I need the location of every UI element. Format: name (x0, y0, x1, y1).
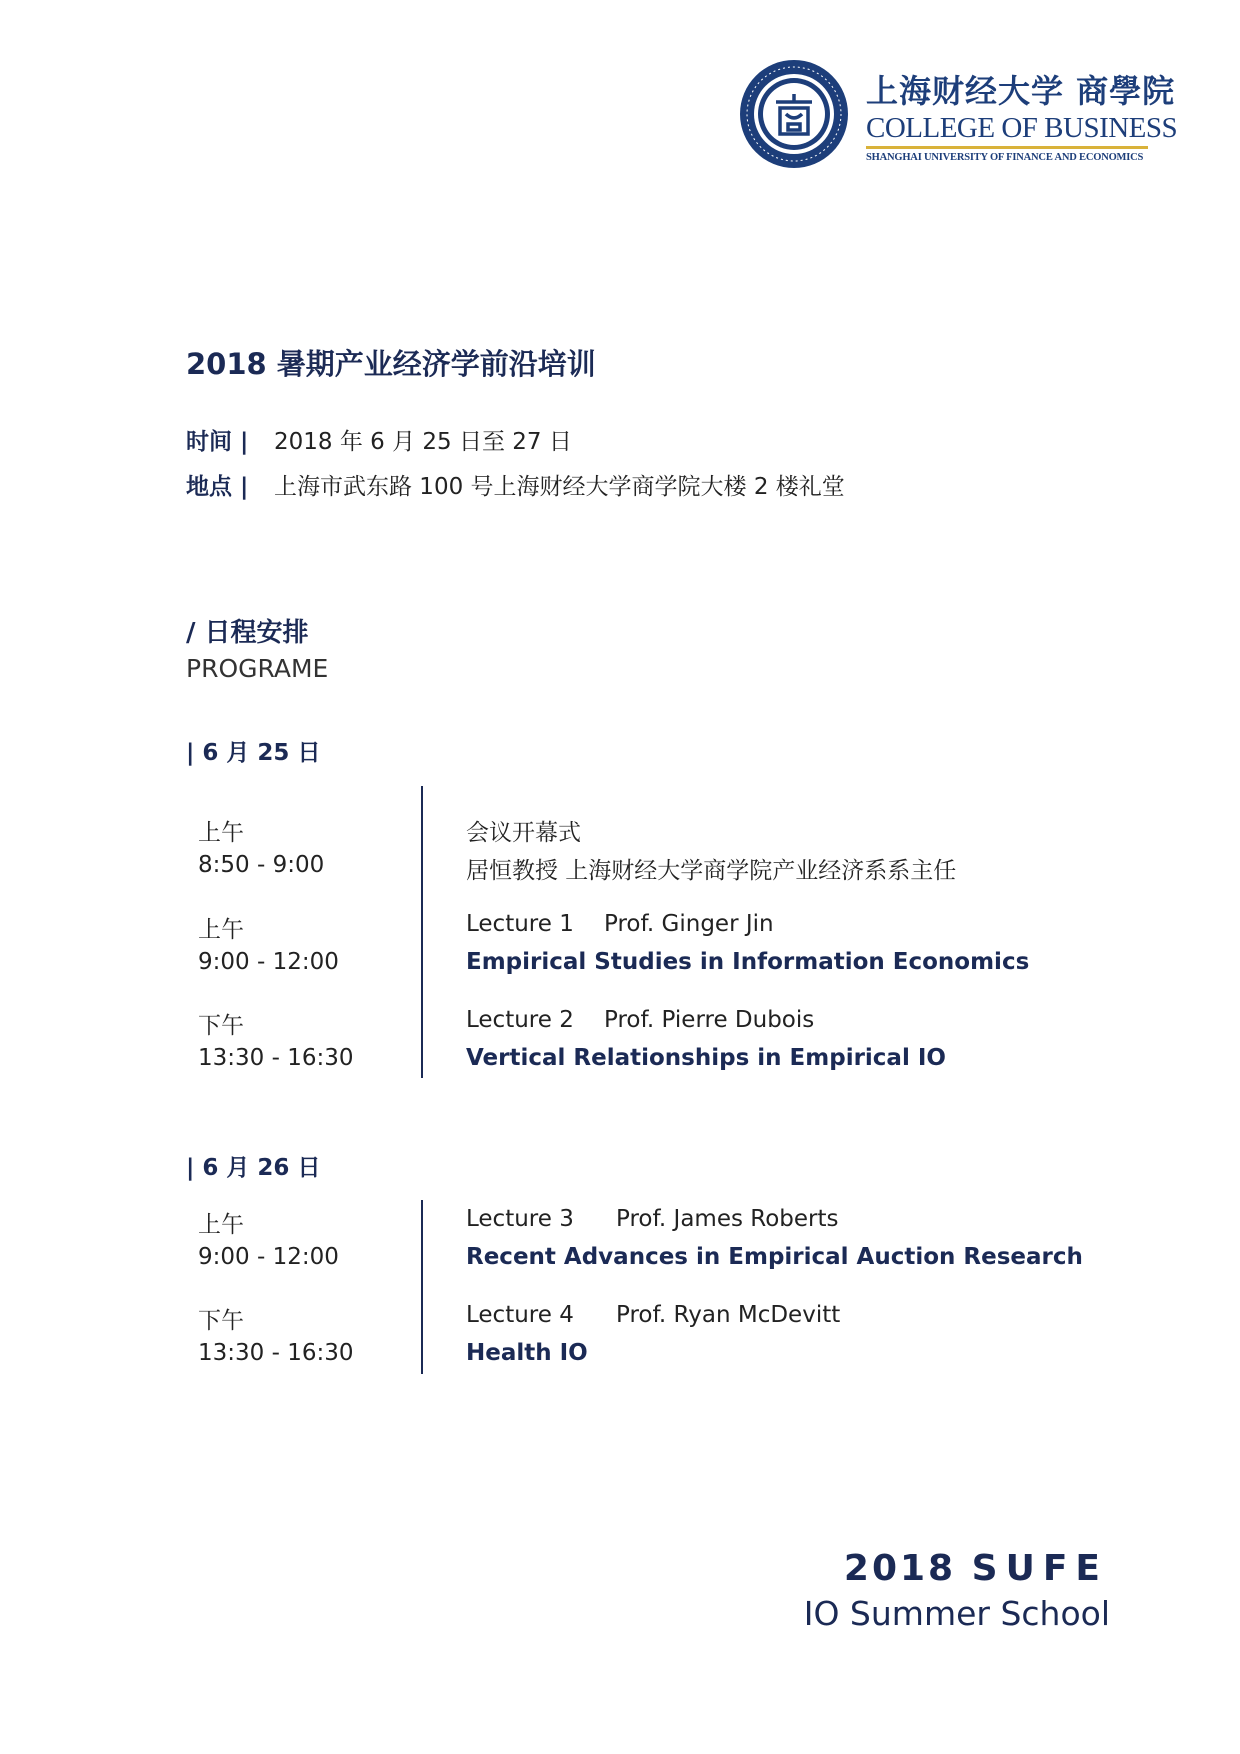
schedule-slot (198, 1302, 1158, 1392)
slot-period: 下午 (198, 1308, 244, 1334)
day-heading: | 6 月 25 日 (186, 740, 321, 766)
slot-lecture-line (466, 911, 774, 937)
place-label: 地点 | (186, 474, 249, 500)
slot-period: 下午 (198, 1013, 244, 1039)
slot-time: 9:00 - 12:00 (198, 949, 339, 975)
lecturer-name: Prof. Pierre Dubois (604, 1007, 815, 1033)
place-value: 上海市武东路 100 号上海财经大学商学院大楼 2 楼礼堂 (274, 474, 845, 500)
slot-period: 上午 (198, 820, 244, 846)
time-label: 时间 | (186, 429, 249, 455)
lecturer-name: Prof. James Roberts (616, 1206, 839, 1232)
section-title-en: PROGRAME (186, 654, 329, 683)
slot-period: 上午 (198, 917, 244, 943)
footer-title (844, 1548, 1108, 1589)
lecture-topic: Health IO (466, 1340, 588, 1366)
logo-gold-divider (866, 146, 1148, 149)
lecturer-name: Prof. Ginger Jin (604, 911, 774, 937)
logo-english-name: COLLEGE OF BUSINESS (866, 112, 1178, 144)
schedule-slot (198, 1007, 1158, 1097)
slot-time: 13:30 - 16:30 (198, 1045, 354, 1071)
slot-period: 上午 (198, 1212, 244, 1238)
slot-speaker: 居恒教授 上海财经大学商学院产业经济系系主任 (466, 858, 957, 884)
schedule-slot (198, 911, 1158, 1001)
lecture-topic: Recent Advances in Empirical Auction Research (466, 1244, 1083, 1270)
slot-lecture-line (466, 1206, 839, 1232)
footer-year: 2018 (843, 1548, 957, 1589)
lecture-number: Lecture 2 (466, 1007, 574, 1033)
slot-time: 9:00 - 12:00 (198, 1244, 339, 1270)
lecture-number: Lecture 3 (466, 1206, 574, 1232)
schedule-slot (198, 814, 1158, 904)
logo-university-name: SHANGHAI UNIVERSITY OF FINANCE AND ECONOMICS (866, 152, 1144, 163)
lecturer-name: Prof. Ryan McDevitt (616, 1302, 841, 1328)
lecture-topic: Vertical Relationships in Empirical IO (466, 1045, 946, 1071)
college-logo (738, 58, 1178, 176)
footer-name: SUFE (971, 1548, 1108, 1589)
slot-lecture-line (466, 1007, 814, 1033)
slot-time: 8:50 - 9:00 (198, 852, 325, 878)
page-title: 2018 暑期产业经济学前沿培训 (186, 347, 596, 381)
slot-event: 会议开幕式 (466, 820, 581, 846)
slot-time: 13:30 - 16:30 (198, 1340, 354, 1366)
footer-subtitle: IO Summer School (803, 1594, 1110, 1633)
lecture-number: Lecture 1 (466, 911, 574, 937)
day-heading: | 6 月 26 日 (186, 1155, 321, 1181)
time-row (186, 423, 572, 456)
logo-chinese-name: 上海财经大学 商學院 (866, 72, 1176, 110)
slot-lecture-line (466, 1302, 840, 1328)
university-seal-icon (738, 58, 850, 170)
lecture-topic: Empirical Studies in Information Economics (466, 949, 1030, 975)
schedule-slot (198, 1206, 1158, 1296)
section-title-cn: / 日程安排 (186, 618, 309, 648)
lecture-number: Lecture 4 (466, 1302, 574, 1328)
time-value: 2018 年 6 月 25 日至 27 日 (274, 429, 572, 455)
place-row (186, 468, 845, 501)
